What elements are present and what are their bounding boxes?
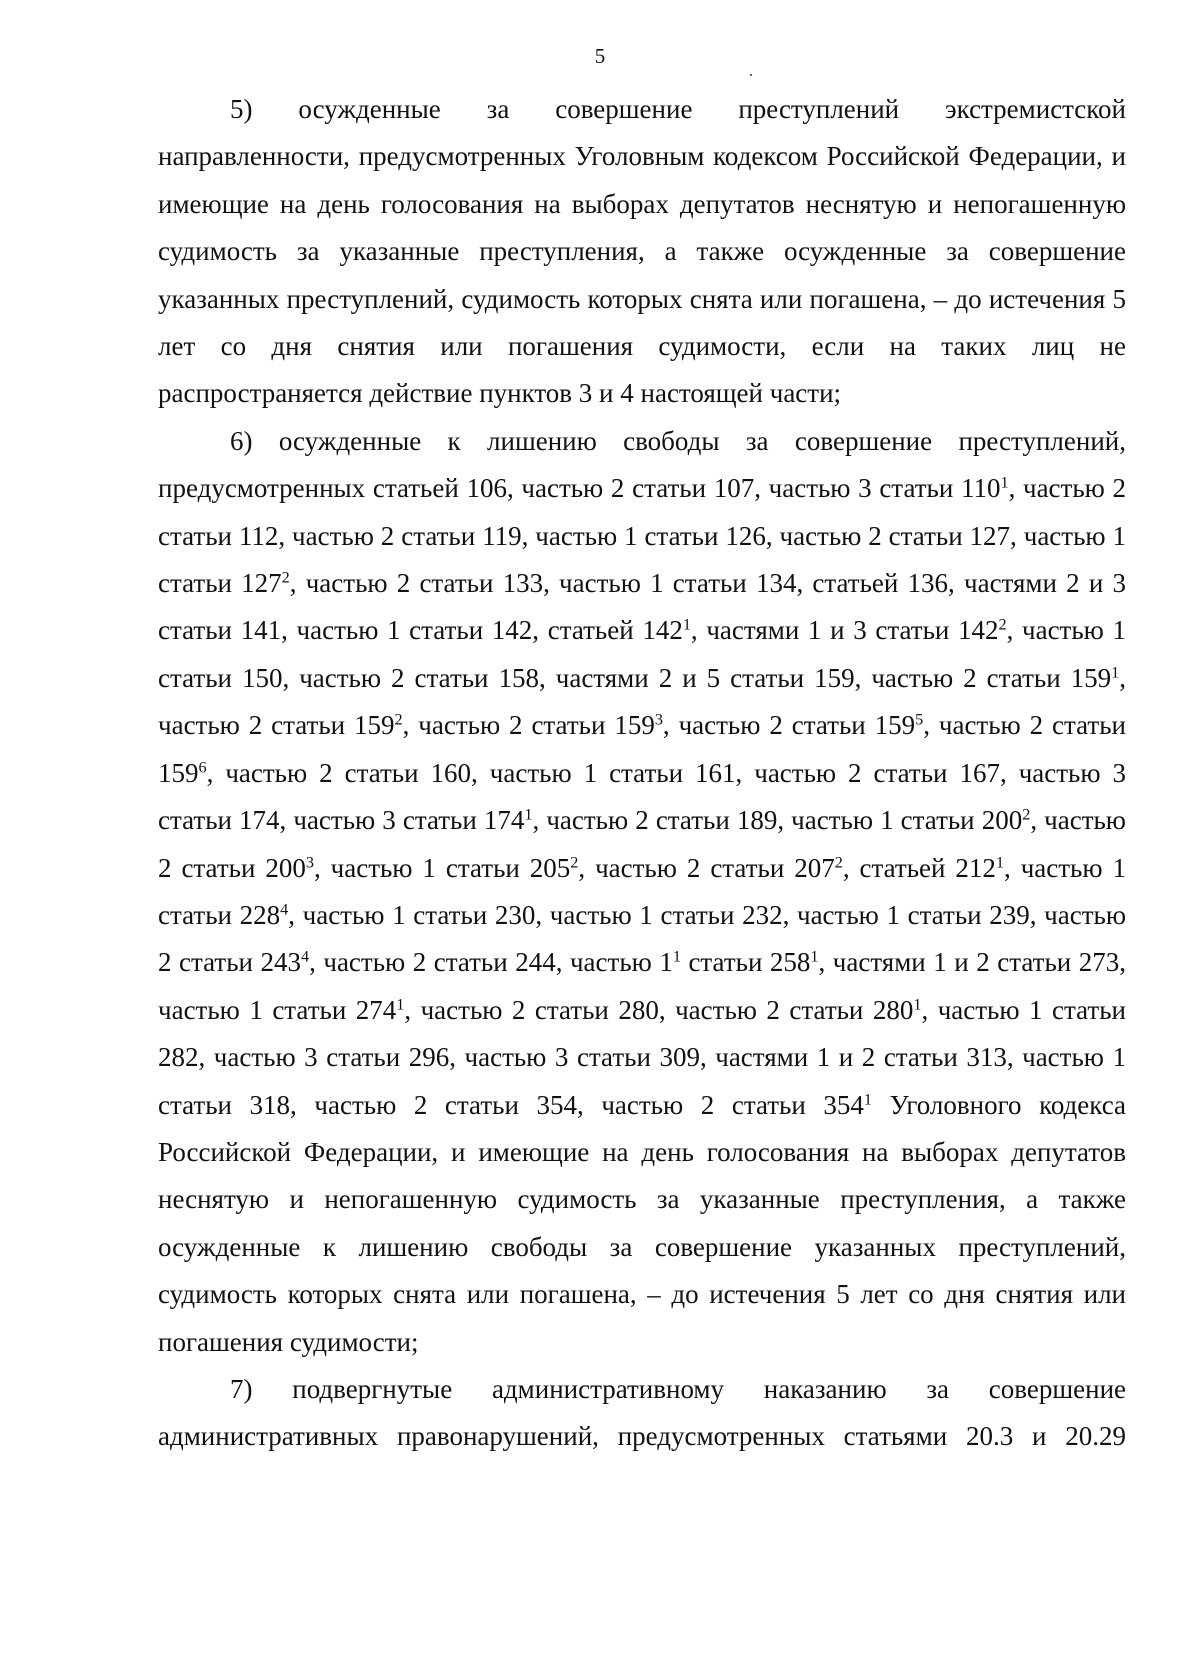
superscript-index: 1 [672, 947, 681, 966]
text-run: , частью 2 статьи 200 [158, 805, 1126, 883]
scan-speck [750, 74, 752, 76]
text-run: , частью 2 статьи 189, частью 1 статьи 200 [532, 805, 1023, 836]
superscript-index: 1 [1000, 473, 1009, 492]
superscript-index: 3 [654, 710, 663, 729]
text-run: , частями 1 и 2 статьи 273, частью 1 статьи 274 [158, 947, 1126, 1025]
superscript-index: 5 [915, 710, 924, 729]
superscript-index: 2 [998, 615, 1007, 634]
text-run: 7) подвергнутые административному наказанию за совершение административных правонарушений, предусмотренных статьями 20.3 и 20.29 [158, 1373, 1126, 1452]
superscript-index: 2 [394, 710, 403, 729]
superscript-index: 6 [198, 757, 207, 776]
text-run: , частью 2 статьи 133, частью 1 статьи 134, статьей 136, частями 2 и 3 статьи 141, частью 1 статьи 142, статьей 142 [158, 568, 1126, 646]
paragraph-item-5 [158, 86, 1126, 418]
superscript-index: 1 [682, 615, 691, 634]
superscript-index: 1 [396, 995, 405, 1013]
text-run: , частью 2 статьи 159 [402, 710, 655, 741]
superscript-index: 1 [995, 852, 1005, 871]
text-run: , частями 1 и 3 статьи 142 [690, 615, 999, 646]
text-run: , частью 2 статьи 280, частью 2 статьи 280 [404, 994, 914, 1025]
text-run: , частью 1 статьи 282, частью 3 статьи 296, частью 3 статьи 309, частями 1 и 2 статьи 313, частью 1 статьи 318, частью 2 статьи 354, частью 2 статьи 354 [158, 994, 1126, 1120]
superscript-index: 1 [1111, 663, 1120, 682]
text-run: , частью 1 статьи 230, частью 1 статьи 232, частью 1 статьи 239, частью 2 статьи 243 [158, 899, 1126, 978]
text-run: , частью 2 статьи 159 [158, 662, 1126, 741]
superscript-index: 2 [281, 568, 290, 587]
text-run: , частью 1 статьи 228 [158, 852, 1126, 930]
text-run: 5) осужденные за совершение преступлений экстремистской направленности, предусмотренных Уголовным кодексом Российской Федерации, и имеющие на день голосования на выборах депутатов неснятую и непогашенную судимость за указанные преступления, а также осужденные за совершение указанных преступлений, судимость которых снята или погашена, – до истечения 5 лет со дня снятия или погашения судимости, если на таких лиц не распространяется действие пунктов 3 и 4 настоящей части; [158, 94, 1126, 409]
superscript-index: 4 [301, 947, 310, 966]
text-run: Уголовного кодекса Российской Федерации, и имеющие на день голосования на выборах депутатов неснятую и непогашенную судимость за указанные преступления, а также осужденные к лишению свободы за совершение указанных преступлений, судимость которых снята или погашена, – до истечения 5 лет со дня снятия или погашения судимости; [158, 1089, 1127, 1357]
text-run: , частью 1 статьи 150, частью 2 статьи 158, частями 2 и 5 статьи 159, частью 2 статьи 159 [158, 615, 1126, 693]
text-run: статьи 258 [680, 947, 811, 978]
text-run: , частью 2 статьи 159 [662, 710, 916, 741]
superscript-index: 2 [570, 852, 579, 871]
text-run: 6) осужденные к лишению свободы за совершение преступлений, предусмотренных статьей 106, частью 2 статьи 107, частью 3 статьи 110 [158, 425, 1126, 504]
text-run: , частью 2 статьи 160, частью 1 статьи 161, частью 2 статьи 167, частью 3 статьи 174, частью 3 статьи 174 [158, 757, 1126, 836]
superscript-index: 2 [834, 852, 843, 871]
paragraph-item-7 [158, 1366, 1126, 1461]
text-run: , частью 2 статьи 207 [578, 852, 835, 883]
text-run: , статьей 212 [842, 852, 996, 883]
document-body [158, 86, 1126, 1461]
text-run: , частью 2 статьи 159 [158, 710, 1126, 788]
superscript-index: 1 [810, 947, 819, 966]
superscript-index: 1 [524, 805, 533, 824]
page-number: 5 [594, 44, 606, 68]
superscript-index: 4 [280, 900, 289, 919]
superscript-index: 3 [305, 852, 314, 871]
superscript-index: 1 [863, 1089, 873, 1108]
text-run: , частью 2 статьи 244, частью 1 [309, 947, 673, 978]
text-run: , частью 2 статьи 112, частью 2 статьи 119, частью 1 статьи 126, частью 2 статьи 127, частью 1 статьи 127 [158, 473, 1126, 599]
superscript-index: 1 [913, 995, 922, 1013]
superscript-index: 2 [1022, 805, 1031, 824]
text-run: , частью 1 статьи 205 [313, 852, 571, 883]
paragraph-item-6 [158, 418, 1126, 1366]
